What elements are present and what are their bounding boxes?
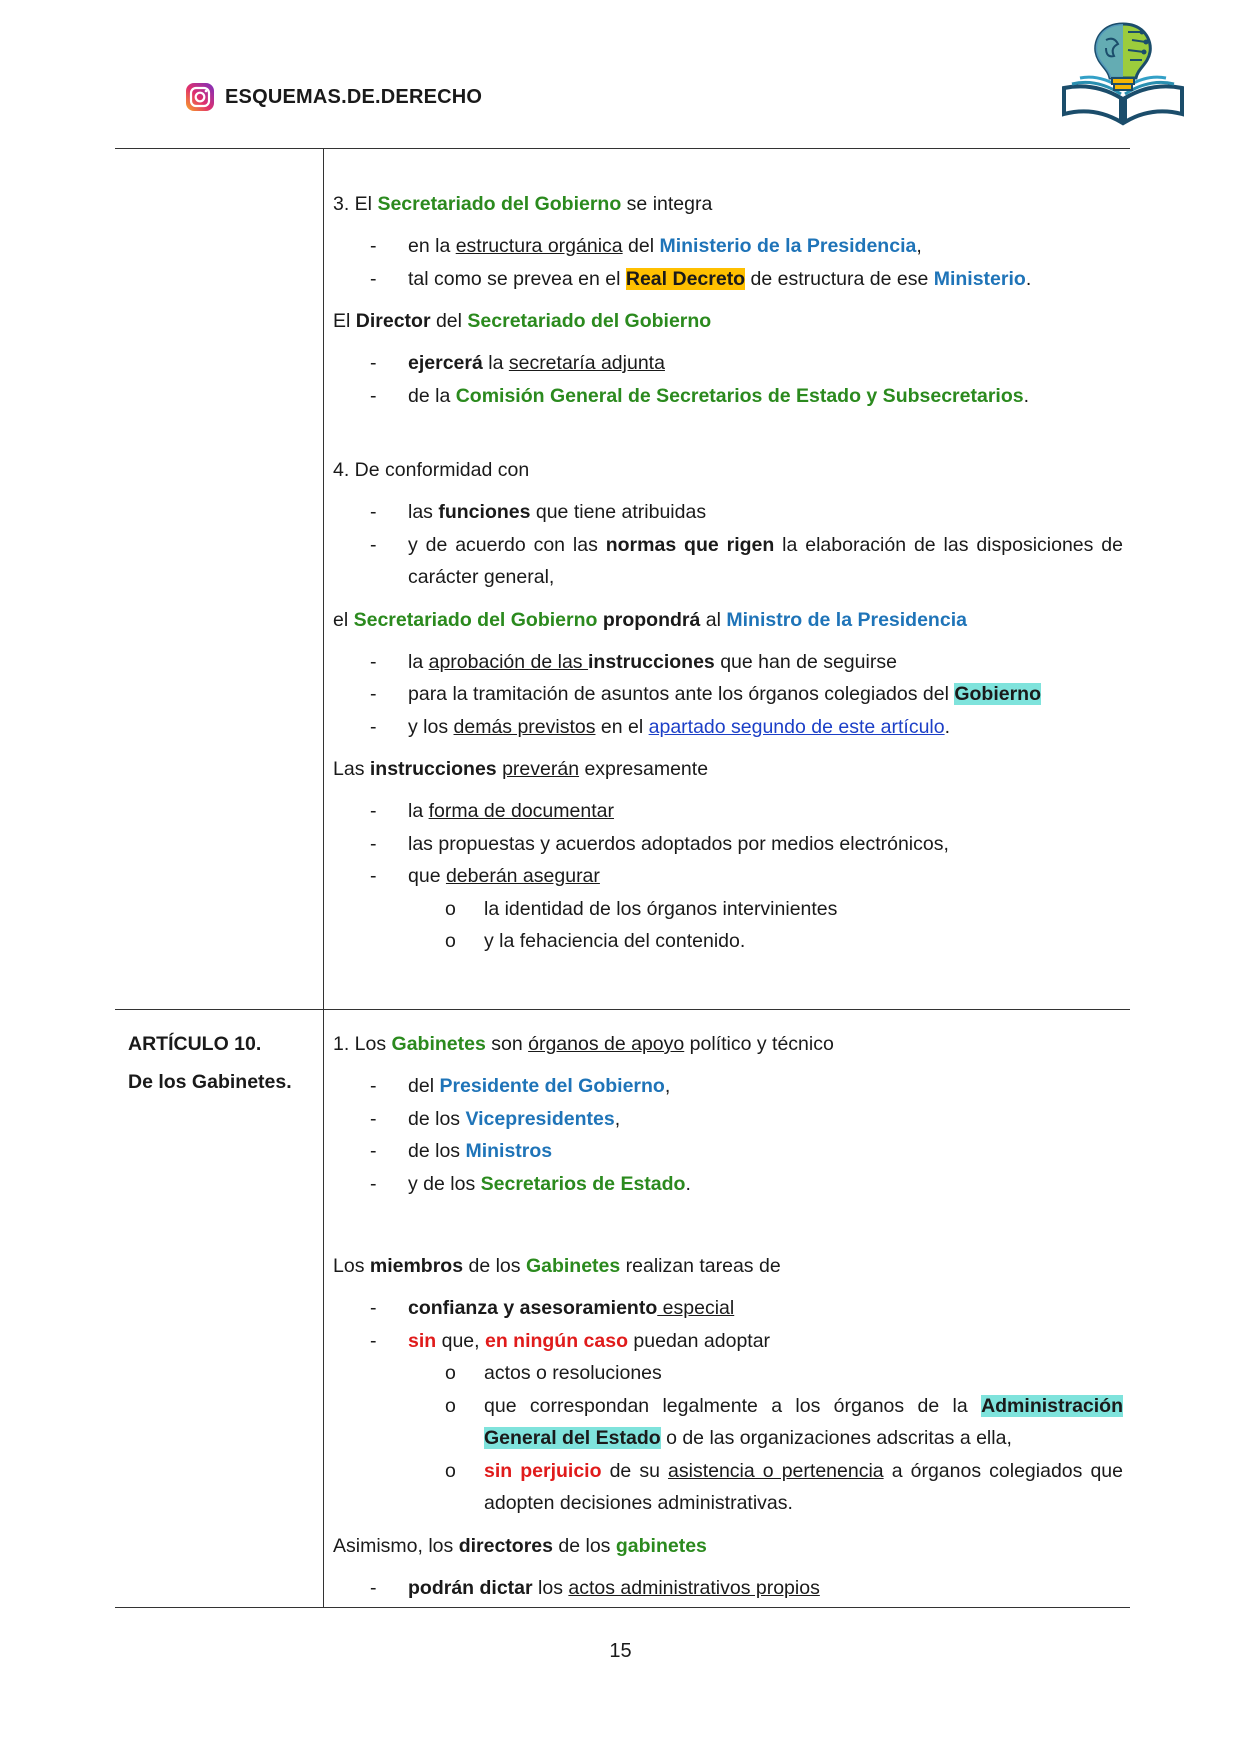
table-bottom-border (115, 1607, 1130, 1608)
list-item: - y los demás previstos en el apartado segundo de este artículo. (370, 715, 951, 738)
sublist-item: o que correspondan legalmente a los órganos de la Administración General del Estado o de las organizaciones adscritas a ella, (445, 1394, 1123, 1449)
list-item: - la aprobación de las instrucciones que han de seguirse (370, 650, 897, 673)
list-item: - y de acuerdo con las normas que rigen la elaboración de las disposiciones de carácter general, (370, 533, 1123, 588)
list-item: - podrán dictar los actos administrativos propios (370, 1576, 820, 1599)
table-top-border (115, 148, 1130, 149)
article-number: ARTÍCULO 10. (128, 1033, 262, 1055)
list-item: - las propuestas y acuerdos adoptados por medios electrónicos, (370, 832, 949, 855)
sublist-item: o sin perjuicio de su asistencia o pertenencia a órganos colegiados que adopten decisiones administrativas. (445, 1459, 1123, 1514)
sublist-item: o actos o resoluciones (445, 1362, 662, 1384)
sublist-item: o la identidad de los órganos intervinientes (445, 897, 838, 920)
article-heading (128, 1028, 318, 1098)
article-title: De los Gabinetes. (128, 1071, 292, 1093)
page-header (0, 0, 1241, 150)
paragraph: Los miembros de los Gabinetes realizan tareas de (333, 1255, 781, 1277)
list-item: - la forma de documentar (370, 800, 614, 822)
paragraph: 3. El Secretariado del Gobierno se integra (333, 193, 713, 215)
list-item: - de los Ministros (370, 1140, 553, 1162)
paragraph: Asimismo, los directores de los gabinetes (333, 1534, 707, 1557)
list-item: - ejercerá la secretaría adjunta (370, 352, 665, 374)
brand-name: ESQUEMAS.DE.DERECHO (225, 85, 483, 108)
paragraph: el Secretariado del Gobierno propondrá al Ministro de la Presidencia (333, 608, 967, 631)
list-item: - del Presidente del Gobierno, (370, 1075, 671, 1097)
paragraph: 1. Los Gabinetes son órganos de apoyo político y técnico (333, 1033, 834, 1055)
brand (185, 82, 482, 112)
list-item: - las funciones que tiene atribuidas (370, 501, 707, 523)
lightbulb-book-icon (1058, 18, 1188, 128)
paragraph: El Director del Secretariado del Gobierno (333, 310, 712, 332)
sublist-item: o y la fehaciencia del contenido. (445, 930, 746, 952)
list-item: - en la estructura orgánica del Ministerio de la Presidencia, (370, 235, 922, 257)
paragraph: Las instrucciones preverán expresamente (333, 758, 709, 780)
article-section-link[interactable]: apartado segundo de este artículo (648, 715, 945, 738)
paragraph: 4. De conformidad con (333, 459, 530, 481)
content-table (115, 148, 1130, 1608)
page-number: 15 (609, 1640, 632, 1662)
list-item: - sin que, en ningún caso puedan adoptar (370, 1329, 771, 1352)
instagram-icon (185, 82, 215, 112)
list-item: - para la tramitación de asuntos ante los órganos colegiados del Gobierno (370, 683, 1042, 705)
list-item: - de los Vicepresidentes, (370, 1107, 621, 1130)
row-divider (115, 1009, 1130, 1010)
list-item: - tal como se prevea en el Real Decreto de estructura de ese Ministerio. (370, 267, 1032, 290)
list-item: - y de los Secretarios de Estado. (370, 1172, 691, 1195)
row1-content (333, 188, 1123, 958)
list-item: - de la Comisión General de Secretarios de Estado y Subsecretarios. (370, 384, 1030, 407)
list-item: - confianza y asesoramiento especial (370, 1297, 735, 1319)
row2-content (333, 1028, 1123, 1604)
column-divider (323, 148, 324, 1608)
list-item: - que deberán asegurar (370, 865, 600, 887)
